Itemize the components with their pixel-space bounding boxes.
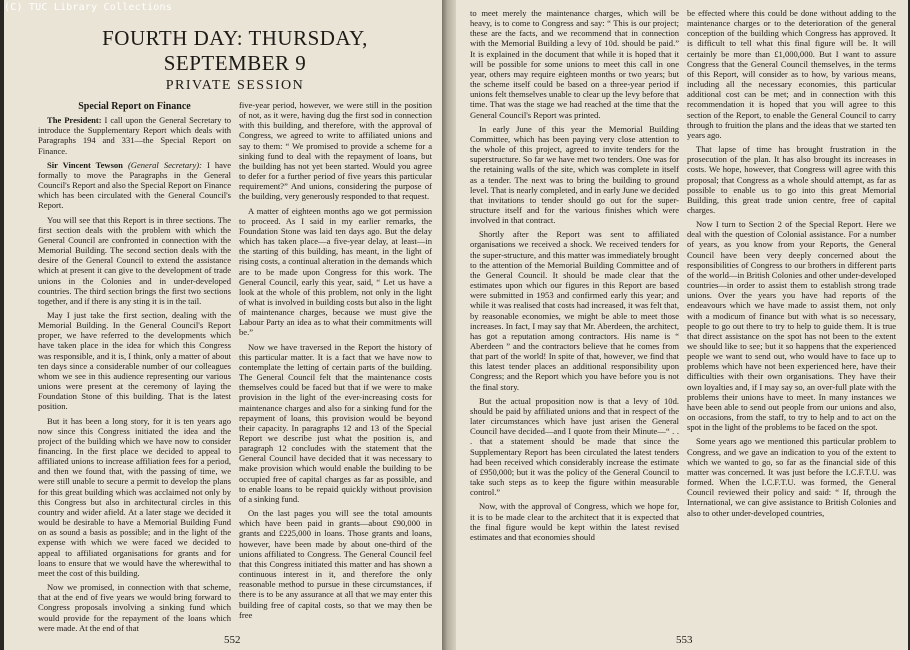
- paragraph: [687, 8, 896, 140]
- speaker-name: The President:: [47, 115, 102, 126]
- left-page-column-1: [38, 100, 231, 650]
- paragraph: [239, 206, 432, 338]
- day-heading: FOURTH DAY: THURSDAY, SEPTEMBER 9: [102, 26, 368, 75]
- paragraph-text: five-year period, however, we were still in the position of not, as it were, having dug the first sod in connection with this building, and therefore, with the approval of Congress, we agreed to write to affiliated unions and say to them: “ We promised to provide a scheme for a sinking fund to deal with the repayment of loans, but the building has not yet been started. Would you agree to defer for a further period of five years this particular requirement?” And unions, considering the purpose of the building, very generously responded to that request.: [239, 100, 432, 202]
- paragraph-text: A matter of eighteen months ago we got permission to proceed. As I said in my earlier remarks, the Foundation Stone was laid ten days ago. But the delay which has taken place—a five-year delay, at least—in the starting of this building, has meant, in the light of rising costs, a continual alteration in the demands which are to be made upon Congress for this work. The General Council, early this year, said, “ Let us have a look at the whole of this problem, not only in the light of what is involved in building costs but also in the light of maintenance charges, because we must give the Labour Party an idea as to what their commitments will be.”: [239, 205, 432, 338]
- paragraph: [239, 100, 432, 202]
- paragraph-text: be effected where this could be done without adding to the maintenance charges or to the deterioration of the general conception of the building which Congress has approved. It is difficult to tell what this final figure will be. It will certainly be more than £1,000,000. But I want to assure Congress that the General Council themselves, in the terms of this Report, will consider as to how, by various means, including all the necessary economies, this particular additional cost can be met; and in connection with this recommendation it is hoped that you will agree to this section of the Report, to enable the General Council to carry through to fruition the plans and the ideas that we started ten years ago.: [687, 8, 896, 140]
- paragraph-text: Now, with the approval of Congress, which we hope for, it is to be made clear to the architect that it is expected that the final figure would be kept within the latest revised estimates and that economies should: [470, 501, 679, 542]
- paragraph: [687, 436, 896, 517]
- paragraph: [38, 582, 231, 633]
- paragraph-text: Now we have traversed in the Report the history of this particular matter. It is a fact that we have now to contemplate the letting of certain parts of the building. The General Council felt that the maintenance costs themselves could be faced but that if we were to make provision in the light of the ever-increasing costs for maintenance charges and also for a sinking fund for the repayment of loans, this provision would be beyond their capacity. In paragraphs 12 and 13 of the Special Report we describe just what the position is, and paragraph 12 concludes with the statement that the General Council have decided that it was necessary to make provision which would enable the building to be occupied free of capital charges as far as possible, and to enable loans to be repaid quickly without provision of a sinking fund.: [239, 341, 432, 504]
- paragraph: [470, 396, 679, 498]
- paragraph-text: But the actual proposition now is that a levy of 10d. should be paid by affiliated unions and that in respect of the later circumstances which have just arisen the General Council have decided—and I quote from their Minute—“ . . . that a statement should be made that since the Supplementary Report has been circulated the latest tenders had been received which considerably increase the estimate of £950,000; but it was the policy of the General Council to take such steps as to keep the figure within measurable control.”: [470, 395, 679, 498]
- paragraph: [470, 501, 679, 542]
- paragraph-text: Some years ago we mentioned this particular problem to Congress, and we gave an indication to you of the extent to which we wanted to go, so far as the financial side of this matter was concerned. It was just before the I.C.F.T.U. was formed. When the I.C.F.T.U. was formed, the General Council reviewed their policy and said: “ If, through the International, we can give assistance to British Colonies and also to other under-developed countries,: [687, 436, 896, 518]
- paragraph: [38, 310, 231, 412]
- left-page-column-2: [239, 100, 432, 650]
- book-gutter: [442, 0, 456, 650]
- paragraph: [38, 416, 231, 579]
- col-body: [470, 8, 679, 542]
- paragraph: [470, 229, 679, 392]
- paragraph: [470, 8, 679, 120]
- paragraph: [687, 219, 896, 432]
- paragraph: [239, 508, 432, 620]
- paragraph: [38, 115, 231, 156]
- paragraph: [470, 124, 679, 226]
- right-page: [456, 0, 908, 650]
- paragraph-text: May I just take the first section, dealing with the Memorial Building. In the General Council's Report proper, we have referred to the developments which have taken place in the idea for which this Congress was responsible, and it is, I think, only a matter of about ten days since a considerable number of our colleagues whom we see in this audience representing our various unions were present at the ceremony of laying the Foundation Stone of this building. That is the latest position.: [38, 309, 231, 412]
- paragraph-text: On the last pages you will see the total amounts which have been paid in grants—about £90,000 in grants and £225,000 in loans. Those grants and loans, however, have been made by about one-third of the unions affiliated to Congress. The General Council feel that this Congress initiated this matter and has shown a continuous interest in it, and therefore the only reasonable method to pursue in these circumstances, if there is to be any assurance at all that we may enter this building free of capital costs, so that we may then be free: [239, 508, 432, 620]
- paragraph-text: I have formally to move the Paragraphs in the General Council's Report and also the Special Report on Finance which has been circulated with the General Council's Report.: [38, 159, 231, 211]
- paragraph-text: to meet merely the maintenance charges, which will be heavy, is to come to Congress and say: “ This is our project; these are the facts, and we recommend that in connection with the Memorial Building a levy of 10d. should be paid.” It is explained in the document that while it is hoped that it will be possible for some unions to meet this call in one year, others may require eighteen months or two years; but the scheme itself could be based on a three-year period if unions felt themselves unable to clear up the levy before that time. That was the stage we had reached at the time that the General Council's Report was printed.: [470, 8, 679, 120]
- col-body: [239, 100, 432, 620]
- paragraph-text: Now we promised, in connection with that scheme, that at the end of five years we would bring forward to Congress proposals involving a sinking fund which would provide for the repayment of the loans which were made. At the end of that: [38, 582, 231, 633]
- paragraph: [239, 342, 432, 505]
- paragraph-text: You will see that this Report is in three sections. The first section deals with the problem with which the General Council are confronted in connection with the Memorial Building. The second section deals with the desire of the General Council to extend the assistance which at present it can give to the development of trade unions in the Colonies and in under-developed countries. The third section brings the first two sections together, and if there is any sting it is in the tail.: [38, 214, 231, 306]
- col-body: [38, 115, 231, 633]
- right-page-column-2: [687, 8, 896, 618]
- left-page: [4, 0, 442, 650]
- col-body: [687, 8, 896, 518]
- paragraph-text: I call upon the General Secretary to introduce the Supplementary Report which deals with Paragraphs 194 and 331—the Special Report on Finance.: [38, 115, 231, 156]
- paragraph: [38, 215, 231, 306]
- right-page-column-1: [470, 8, 679, 618]
- copyright-watermark: (C) TUC Library Collections: [4, 2, 172, 13]
- session-subheading: PRIVATE SESSION: [165, 78, 305, 93]
- page-number: 553: [676, 634, 693, 646]
- speaker-role: (General Secretary):: [122, 159, 202, 170]
- paragraph-text: Shortly after the Report was sent to affiliated organisations we received a shock. We received tenders for the super-structure, and this matter was immediately brought to the attention of the Memorial Building Committee and of the General Council. It should be made clear that the estimates upon which our figures in this Report are based were submitted in 1953 and confirmed early this year; and while it was realised that costs had increased, it was felt that, by reasonable economies, we might be able to meet those increases. In fact, I may say that Mr. Aberdeen, the architect, has got a reputation among contractors. His name is “ Aberdeen ” and the contractors believe that he comes from that part of the world! In spite of that, however, we find that this latest tender places an additional responsibility upon Congress; and the Report which you have before you is not the final story.: [470, 229, 679, 392]
- page-number: 552: [224, 634, 241, 646]
- paragraph: [38, 160, 231, 211]
- paragraph: [687, 144, 896, 215]
- paragraph-text: But it has been a long story, for it is ten years ago now since this Congress initiated the idea and the project of the building which we have now to consider financing. In the first place we decided to appeal to affiliated unions to increase affiliation fees for a period, and then we found that, with the passing of time, we were still unable to secure a permit to develop the plans for this great building which was acclaimed not only by this Congress but also in architectural circles in this country and wider afield. At a later stage we decided it would be desirable to have a Memorial Building Fund on as sound a basis as possible; and in the light of the expense with which we were faced we decided to appeal to affiliated organisations for grants and for loans to ensure that we would have the wherewithal to meet the cost of this building.: [38, 415, 231, 578]
- paragraph-text: In early June of this year the Memorial Building Committee, which has been paying very close attention to the whole of this project, agreed to invite tenders for the superstructure. So far we have met two tenders. One was for the retaining walls of the site, which was complete in itself as a tender. The next was to bring the building to ground level. That is nearly completed, and in early June we decided that invitations to tender should go out for the super-structure itself and for the various finishes which were involved in that contract.: [470, 123, 679, 226]
- paragraph-text: Now I turn to Section 2 of the Special Report. Here we deal with the question of Colonial assistance. For a number of years, as you know from your Reports, the General Council have been very deeply concerned about the responsibilities of Congress to our brothers in different parts of the world—in British Colonies and other under-developed countries—in order to assist them to establish strong trade unions. Over the years you have had reports of the endeavours which we have made to assist them, not only with a modicum of finance but with what is so necessary, people to go out there to try to help to guide them. It is true that direct assistance on the spot has not been to the extent we should like to see; but it so happens that the experienced people we want to send out, who would have to face up to problems which have not been experienced here, have their difficulties with their own organisations. They have their own loyalties and, if I may say so, an over-full plate with the problems their unions have to meet. In many instances we have been able to send out people from our unions and also, on occasions, from the staff, to try to help and to act on the spot in the light of the problems to be faced on the spot.: [687, 219, 896, 433]
- speaker-name: Sir Vincent Tewson: [47, 159, 123, 170]
- paragraph-text: That lapse of time has brought frustration in the prosecution of the plan. It has also brought its increases in costs. We hope, however, that Congress will agree with this proposal; that Congress as a whole should attempt, as far as possible to enable us to go into this great Memorial Building, this great trade union centre, free of capital charges.: [687, 144, 896, 215]
- section-title: Special Report on Finance: [78, 101, 191, 112]
